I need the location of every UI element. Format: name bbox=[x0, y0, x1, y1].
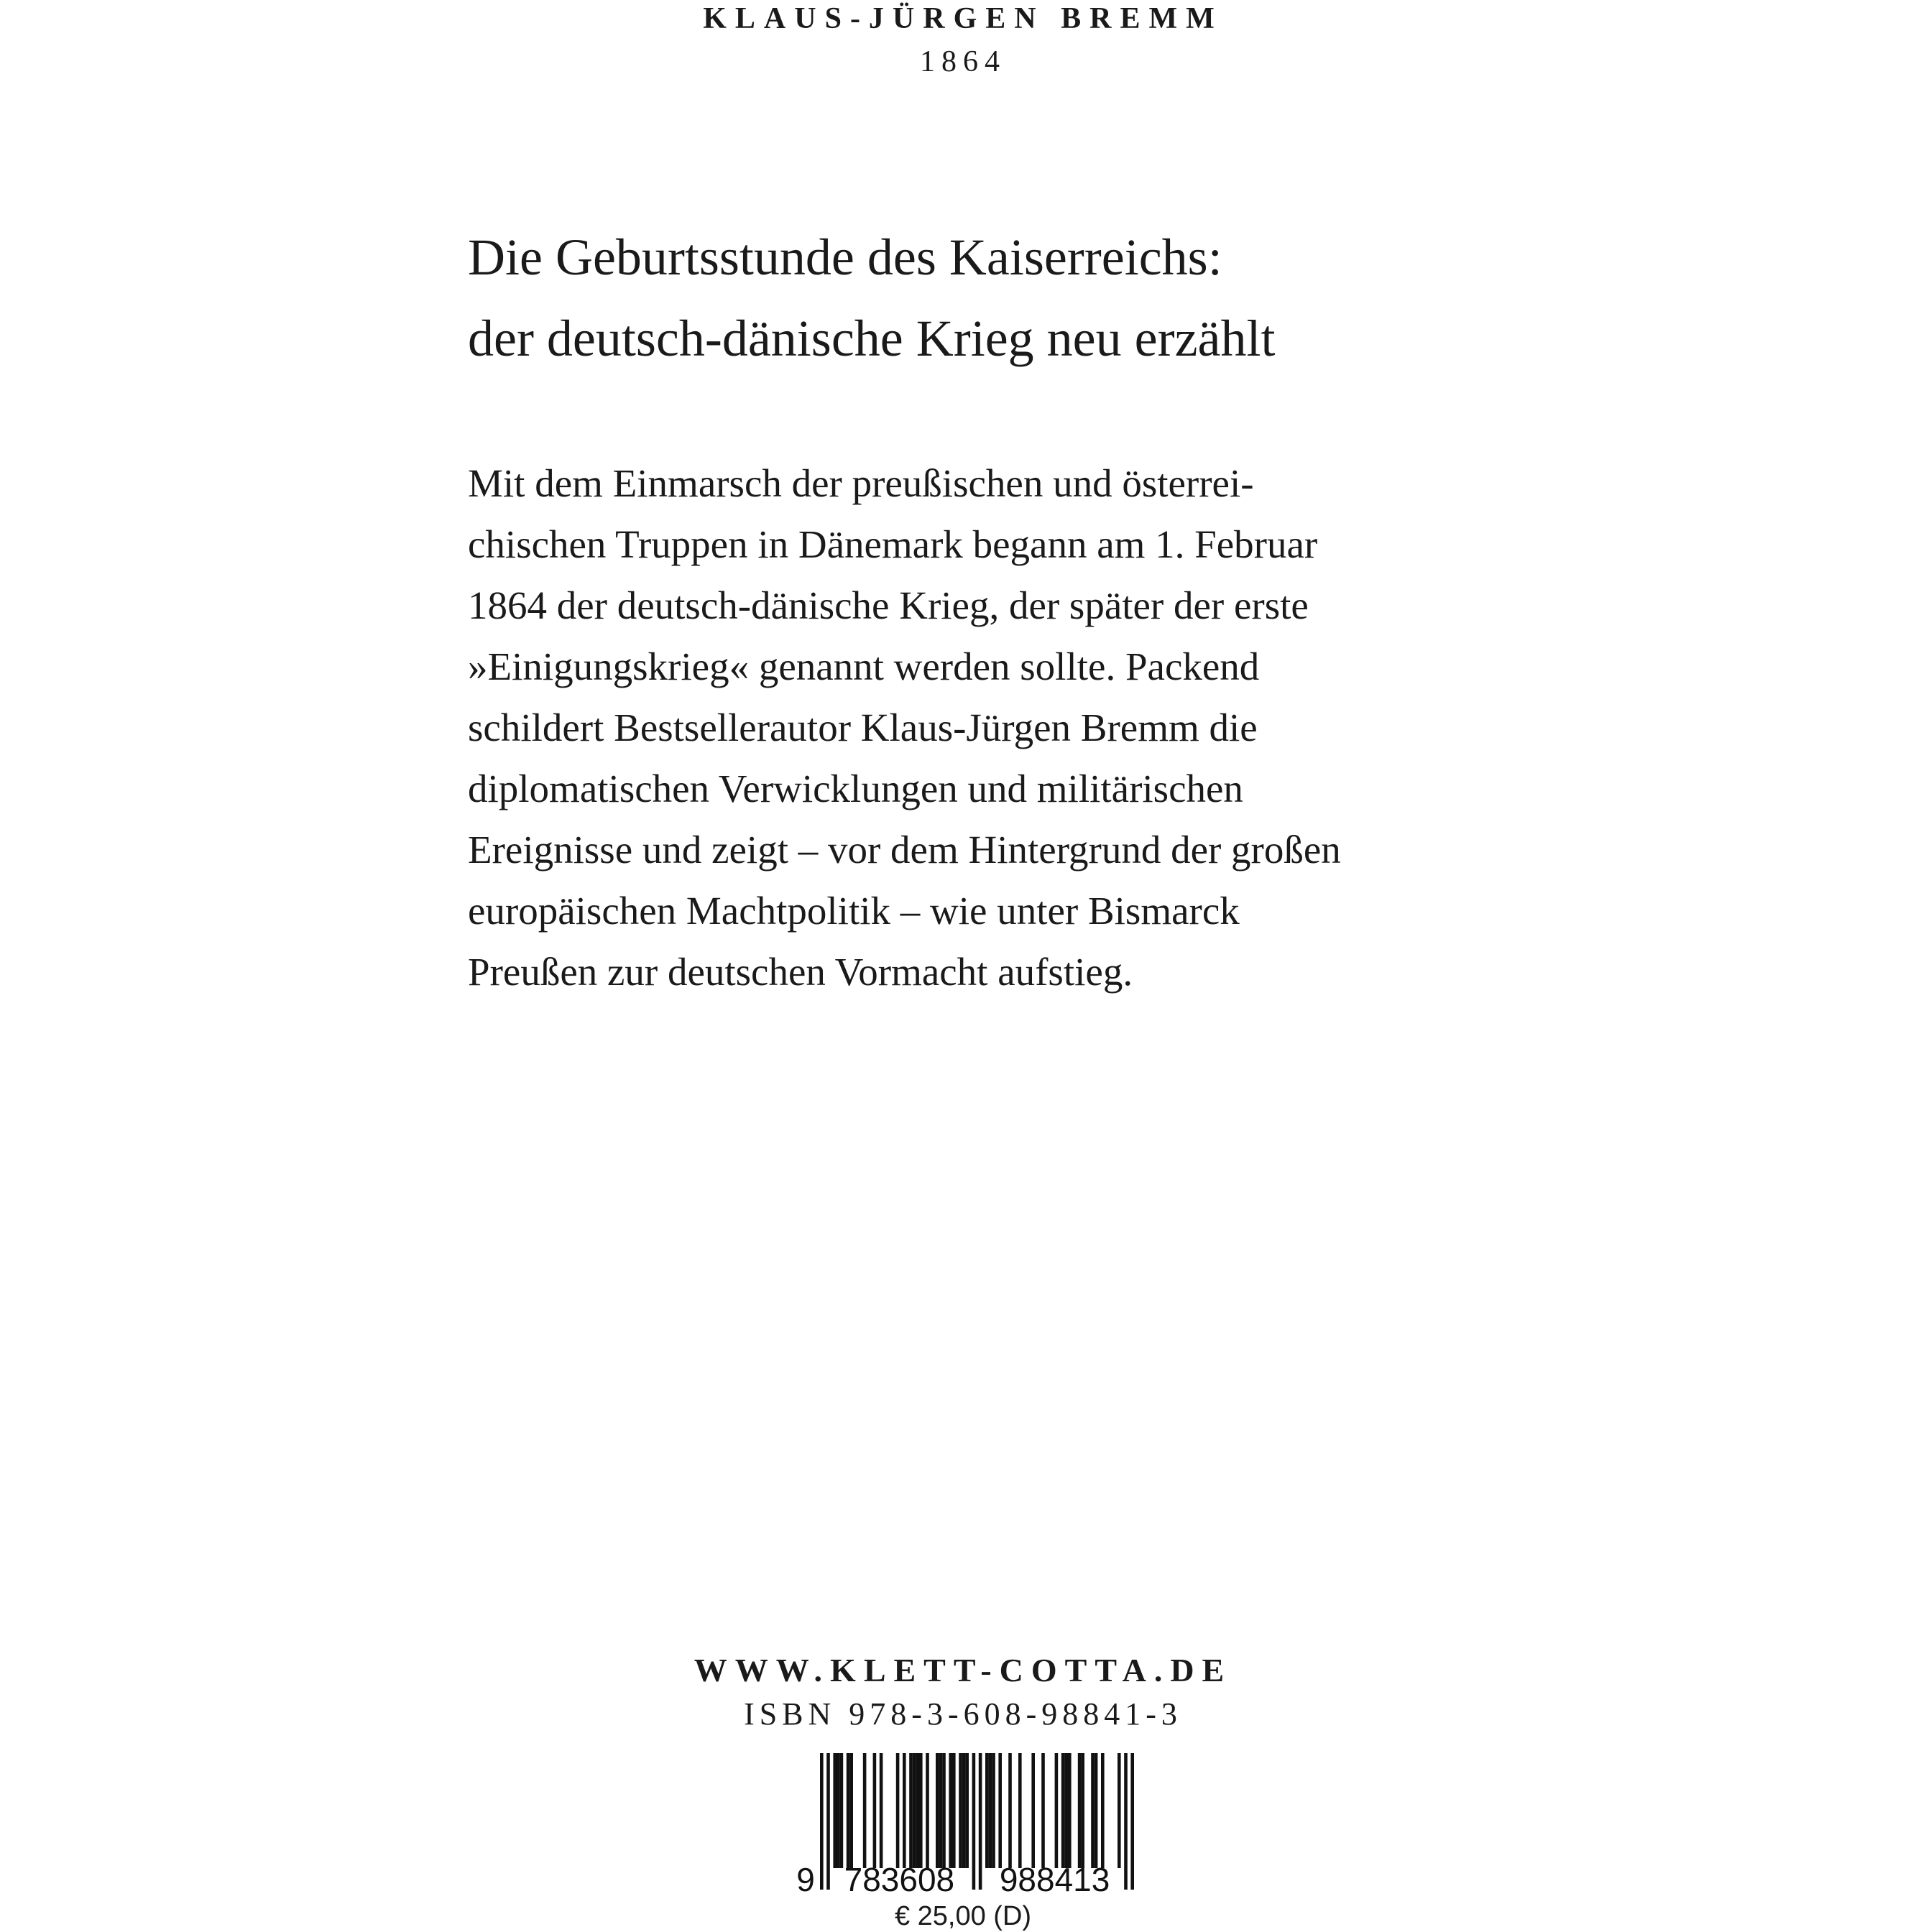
barcode-bar bbox=[936, 1753, 939, 1868]
blurb-line: chischen Truppen in Dänemark begann am 1. Februar bbox=[468, 522, 1318, 566]
blurb-line: 1864 der deutsch-dänische Krieg, der später der erste bbox=[468, 583, 1309, 627]
barcode-digits: 988413 bbox=[999, 1861, 1110, 1897]
barcode-bar bbox=[972, 1753, 976, 1890]
barcode-bar bbox=[1118, 1753, 1121, 1868]
barcode-bar bbox=[820, 1753, 824, 1890]
barcode-bar bbox=[847, 1753, 850, 1868]
book-title: 1864 bbox=[920, 45, 1006, 78]
barcode-bar bbox=[1091, 1753, 1095, 1868]
barcode bbox=[794, 1753, 1139, 1897]
author-name: KLAUS-JÜRGEN BREMM bbox=[703, 2, 1223, 35]
barcode-bar bbox=[1018, 1753, 1022, 1868]
blurb-line: Ereignisse und zeigt – vor dem Hintergrund der großen bbox=[468, 828, 1341, 872]
publisher-url: WWW.KLETT-COTTA.DE bbox=[694, 1652, 1232, 1688]
blurb bbox=[468, 453, 1341, 1002]
barcode-digits: 9 bbox=[796, 1861, 815, 1897]
barcode-bar bbox=[873, 1753, 877, 1868]
barcode-bar bbox=[939, 1753, 943, 1868]
barcode-bar bbox=[896, 1753, 900, 1868]
barcode-bar bbox=[1124, 1753, 1128, 1890]
barcode-bar bbox=[916, 1753, 919, 1868]
price: € 25,00 (D) bbox=[894, 1901, 1032, 1931]
barcode-bar bbox=[1101, 1753, 1105, 1868]
barcode-bar bbox=[985, 1753, 989, 1868]
barcode-bar bbox=[1068, 1753, 1072, 1868]
blurb-line: schildert Bestsellerautor Klaus-Jürgen Bremm die bbox=[468, 706, 1258, 749]
isbn: ISBN 978-3-608-98841-3 bbox=[744, 1696, 1182, 1732]
barcode-bar bbox=[837, 1753, 840, 1868]
barcode-bar bbox=[965, 1753, 969, 1868]
barcode-bar bbox=[826, 1753, 830, 1890]
barcode-bar bbox=[909, 1753, 913, 1868]
barcode-digits: 783608 bbox=[844, 1861, 955, 1897]
headline-line: Die Geburtsstunde des Kaiserreichs: bbox=[468, 228, 1222, 286]
blurb-line: Mit dem Einmarsch der preußischen und österrei- bbox=[468, 461, 1254, 505]
barcode-bar bbox=[1130, 1753, 1134, 1890]
blurb-line: »Einigungskrieg« genannt werden sollte. Packend bbox=[468, 644, 1260, 688]
barcode-bar bbox=[863, 1753, 867, 1868]
barcode-bar bbox=[1008, 1753, 1012, 1868]
barcode-bar bbox=[992, 1753, 995, 1868]
barcode-bar bbox=[833, 1753, 837, 1868]
barcode-bar bbox=[1064, 1753, 1068, 1868]
barcode-bar bbox=[989, 1753, 992, 1868]
blurb-line: Preußen zur deutschen Vormacht aufstieg. bbox=[468, 950, 1133, 994]
barcode-bar bbox=[952, 1753, 956, 1868]
barcode-bar bbox=[1061, 1753, 1065, 1868]
barcode-bar bbox=[849, 1753, 853, 1868]
blurb-line: diplomatischen Verwicklungen und militärischen bbox=[468, 767, 1243, 810]
barcode-bar bbox=[1078, 1753, 1082, 1868]
barcode-bar bbox=[959, 1753, 962, 1868]
barcode-bar bbox=[880, 1753, 883, 1868]
barcode-bar bbox=[1041, 1753, 1045, 1868]
barcode-bar bbox=[913, 1753, 916, 1868]
barcode-bar bbox=[942, 1753, 946, 1868]
barcode-bar bbox=[962, 1753, 966, 1868]
barcode-bar bbox=[903, 1753, 906, 1868]
barcode-bar bbox=[979, 1753, 982, 1890]
blurb-line: europäischen Machtpolitik – wie unter Bismarck bbox=[468, 889, 1240, 933]
barcode-bar bbox=[998, 1753, 1002, 1868]
barcode-bar bbox=[1081, 1753, 1084, 1868]
barcode-bar bbox=[926, 1753, 929, 1868]
headline bbox=[468, 217, 1276, 379]
barcode-bar bbox=[919, 1753, 923, 1868]
barcode-bar bbox=[1055, 1753, 1059, 1868]
barcode-bar bbox=[1095, 1753, 1098, 1868]
barcode-bar bbox=[840, 1753, 844, 1868]
barcode-bar bbox=[1031, 1753, 1035, 1868]
barcode-bar bbox=[949, 1753, 952, 1868]
headline-line: der deutsch-dänische Krieg neu erzählt bbox=[468, 310, 1276, 367]
